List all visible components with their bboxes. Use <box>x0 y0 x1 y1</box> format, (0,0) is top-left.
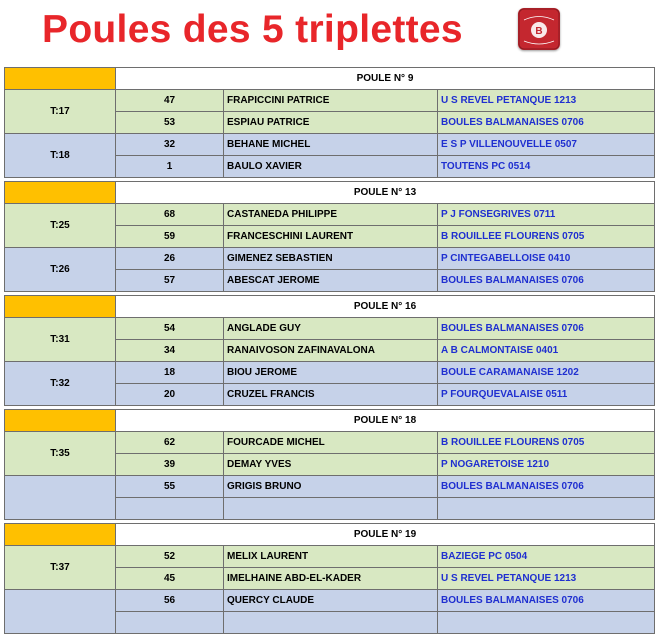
player-club: BOULES BALMANAISES 0706 <box>438 318 655 340</box>
player-club: BOULES BALMANAISES 0706 <box>438 590 655 612</box>
terrain-cell: T:26 <box>5 248 116 292</box>
poule-header-marker <box>5 68 116 90</box>
player-number: 62 <box>116 432 224 454</box>
player-number: 53 <box>116 112 224 134</box>
boule-logo-icon <box>518 8 560 50</box>
player-number: 32 <box>116 134 224 156</box>
player-number: 52 <box>116 546 224 568</box>
terrain-cell: T:31 <box>5 318 116 362</box>
player-row <box>5 248 655 270</box>
player-club: P NOGARETOISE 1210 <box>438 454 655 476</box>
player-club: E S P VILLENOUVELLE 0507 <box>438 134 655 156</box>
player-name: CASTANEDA PHILIPPE <box>224 204 438 226</box>
player-club <box>438 612 655 634</box>
player-club: B ROUILLEE FLOURENS 0705 <box>438 226 655 248</box>
player-club: P FOURQUEVALAISE 0511 <box>438 384 655 406</box>
poule-label: POULE N° 16 <box>116 296 655 318</box>
player-row <box>5 590 655 612</box>
player-name <box>224 498 438 520</box>
poules-table <box>4 67 655 634</box>
player-club: P J FONSEGRIVES 0711 <box>438 204 655 226</box>
player-name: BEHANE MICHEL <box>224 134 438 156</box>
player-club: BOULES BALMANAISES 0706 <box>438 476 655 498</box>
svg-text:B: B <box>535 26 543 37</box>
player-club <box>438 498 655 520</box>
poule-label: POULE N° 13 <box>116 182 655 204</box>
terrain-cell: T:18 <box>5 134 116 178</box>
player-name <box>224 612 438 634</box>
player-club: BAZIEGE PC 0504 <box>438 546 655 568</box>
poule-label: POULE N° 18 <box>116 410 655 432</box>
player-club: B ROUILLEE FLOURENS 0705 <box>438 432 655 454</box>
terrain-cell: T:17 <box>5 90 116 134</box>
player-number: 57 <box>116 270 224 292</box>
player-number: 1 <box>116 156 224 178</box>
poule-header-marker <box>5 524 116 546</box>
poule-header-row <box>5 410 655 432</box>
poule-header-marker <box>5 410 116 432</box>
player-club: BOULES BALMANAISES 0706 <box>438 270 655 292</box>
player-number: 34 <box>116 340 224 362</box>
poules-table-body <box>5 68 655 634</box>
club-logo <box>518 8 560 50</box>
terrain-cell: T:32 <box>5 362 116 406</box>
player-number: 54 <box>116 318 224 340</box>
page-title: Poules des 5 triplettes <box>42 8 463 51</box>
poule-header-row <box>5 182 655 204</box>
player-number: 56 <box>116 590 224 612</box>
player-number: 26 <box>116 248 224 270</box>
player-name: DEMAY YVES <box>224 454 438 476</box>
player-row <box>5 432 655 454</box>
player-name: GRIGIS BRUNO <box>224 476 438 498</box>
player-club: U S REVEL PETANQUE 1213 <box>438 90 655 112</box>
terrain-cell <box>5 476 116 520</box>
player-name: CRUZEL FRANCIS <box>224 384 438 406</box>
player-club: TOUTENS PC 0514 <box>438 156 655 178</box>
player-name: FRANCESCHINI LAURENT <box>224 226 438 248</box>
terrain-cell <box>5 590 116 634</box>
player-club: P CINTEGABELLOISE 0410 <box>438 248 655 270</box>
player-number: 55 <box>116 476 224 498</box>
player-row <box>5 362 655 384</box>
poules-table-wrapper <box>4 67 654 634</box>
player-name: GIMENEZ SEBASTIEN <box>224 248 438 270</box>
player-name: ESPIAU PATRICE <box>224 112 438 134</box>
player-row <box>5 204 655 226</box>
player-row <box>5 90 655 112</box>
player-row <box>5 318 655 340</box>
poule-label: POULE N° 19 <box>116 524 655 546</box>
player-club: A B CALMONTAISE 0401 <box>438 340 655 362</box>
player-number: 39 <box>116 454 224 476</box>
player-name: ABESCAT JEROME <box>224 270 438 292</box>
player-number <box>116 612 224 634</box>
player-name: QUERCY CLAUDE <box>224 590 438 612</box>
player-name: FRAPICCINI PATRICE <box>224 90 438 112</box>
player-number <box>116 498 224 520</box>
player-number: 18 <box>116 362 224 384</box>
player-name: IMELHAINE ABD-EL-KADER <box>224 568 438 590</box>
poule-header-row <box>5 68 655 90</box>
player-name: FOURCADE MICHEL <box>224 432 438 454</box>
player-club: BOULE CARAMANAISE 1202 <box>438 362 655 384</box>
poule-header-row <box>5 524 655 546</box>
player-number: 47 <box>116 90 224 112</box>
player-number: 59 <box>116 226 224 248</box>
player-name: MELIX LAURENT <box>224 546 438 568</box>
player-club: BOULES BALMANAISES 0706 <box>438 112 655 134</box>
terrain-cell: T:25 <box>5 204 116 248</box>
player-name: RANAIVOSON ZAFINAVALONA <box>224 340 438 362</box>
player-number: 20 <box>116 384 224 406</box>
player-name: BAULO XAVIER <box>224 156 438 178</box>
terrain-cell: T:37 <box>5 546 116 590</box>
player-name: BIOU JEROME <box>224 362 438 384</box>
player-row <box>5 476 655 498</box>
player-row <box>5 546 655 568</box>
terrain-cell: T:35 <box>5 432 116 476</box>
poule-header-marker <box>5 296 116 318</box>
player-club: U S REVEL PETANQUE 1213 <box>438 568 655 590</box>
poule-header-row <box>5 296 655 318</box>
poule-header-marker <box>5 182 116 204</box>
player-number: 68 <box>116 204 224 226</box>
player-row <box>5 134 655 156</box>
player-number: 45 <box>116 568 224 590</box>
poule-label: POULE N° 9 <box>116 68 655 90</box>
player-name: ANGLADE GUY <box>224 318 438 340</box>
